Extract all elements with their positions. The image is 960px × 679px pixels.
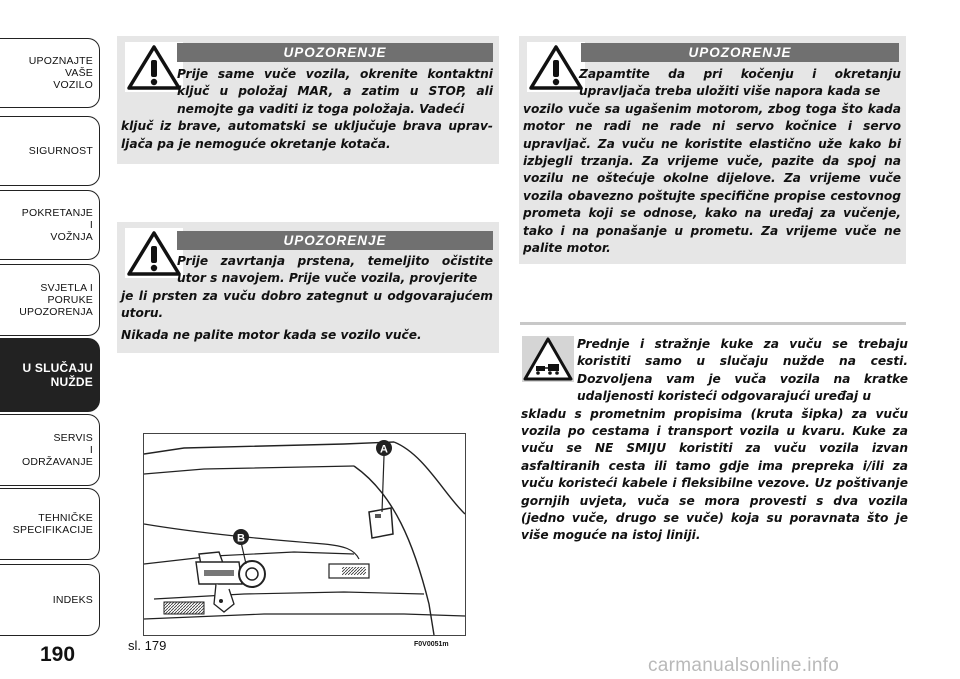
warning-text-1 [121, 66, 493, 153]
tab-upoznajte[interactable]: UPOZNAJTE VAŠE VOZILO [0, 38, 100, 108]
callout-a-label: A [380, 443, 388, 456]
warning-box-1 [117, 36, 499, 164]
tow-note-emph: NE SMIJU [594, 441, 667, 456]
warning-box-2 [117, 222, 499, 353]
tab-servis[interactable]: SERVIS I ODRŽAVANJE [0, 414, 100, 486]
tow-hook-illustration [144, 434, 465, 635]
warning-box-3 [519, 36, 906, 264]
tab-pokretanje[interactable]: POKRETANJE I VOŽNJA [0, 190, 100, 260]
tow-note-part2: koristiti za vuču vozila izvan asfaltiranih cesta ili tamo gdje ima prepreka i/ili za vuču koristeći kabele i fleksibilne vezove. Uz poštivanje gornjih uvjeta, vuča se mora provesti s dva vozila (jedno vuče, drugo se vuče) koja su poravnata što je više moguće na istoj liniji. [521, 441, 909, 543]
tab-sigurnost[interactable]: SIGURNOST [0, 116, 100, 186]
warning-text-2 [121, 253, 493, 344]
figure-tow-hook [143, 433, 466, 636]
warning-title-3: UPOZORENJE [581, 43, 899, 62]
warning-title-2: UPOZORENJE [177, 231, 493, 250]
warning-text-3-indented: Zapamtite da pri kočenju i okretanju upravljača treba uložiti više napora kada se [579, 67, 901, 99]
tab-tehnicke[interactable]: TEHNIČKE SPECIFIKACIJE [0, 488, 100, 560]
section-sidebar [0, 0, 103, 679]
warning-title-1: UPOZORENJE [177, 43, 493, 62]
callout-b-label: B [237, 532, 245, 545]
figure-caption: sl. 179 [128, 638, 167, 653]
warning-text-2-p2: Nikada ne palite motor kada se vozilo vuče. [121, 327, 422, 342]
warning-text-2-full: je li prsten za vuču dobro zategnut u odgovarajućem utoru. [121, 288, 493, 321]
warning-text-3 [523, 66, 901, 257]
section-divider [520, 322, 906, 325]
tow-note-text [521, 336, 908, 545]
tab-svjetla[interactable]: SVJETLA I PORUKE UPOZORENJA [0, 264, 100, 336]
tab-u-slucaju-nuzde[interactable]: U SLUČAJU NUŽDE [0, 338, 100, 412]
tow-note-indented: Prednje i stražnje kuke za vuču se trebaju koristiti samo u slučaju nužde na cesti. Dozvoljena vam je vuča vozila na kratke udaljenosti koristeći odgovarajući uređaj u [577, 337, 908, 404]
page-number: 190 [40, 643, 76, 666]
warning-text-1-full: ključ iz brave, automatski se uključuje brava uprav-ljača pa je nemoguće okretanje kotača. [121, 119, 493, 151]
figure-code: F0V0051m [414, 641, 449, 648]
tow-note-part1: skladu s prometnim propisima (kruta šipka) za vuču vozila po cestama i transport vozila u kvaru. Kuke za vuču se [521, 406, 908, 456]
watermark: carmanualsonline.info [648, 655, 840, 676]
warning-text-3-full: vozilo vuče sa ugašenim motorom, zbog toga što kada motor ne radi ne rade ni servo kočnice i servo upravljač. Za vuču ne koristite elastično uže kako bi izbjegli trzanja. Za vrijeme vuče, pazite da spoj na vozilu ne oštećuje okolne dijelove. Za vrijeme vuče vozila obavezno poštujte specifične propise cestovnog prometa koji se odnose, kako na uređaj za vučenje, tako i na ponašanje u prometu. Za vrijeme vuče ne palite motor. [523, 101, 901, 256]
tab-indeks[interactable]: INDEKS [0, 564, 100, 636]
warning-text-1-indented: Prije same vuče vozila, okrenite kontaktni ključ u položaj MAR, a zatim u STOP, ali nemojte ga vaditi iz toga položaja. Vadeći [177, 67, 493, 116]
warning-text-2-indented: Prije zavrtanja prstena, temeljito očistite utor s navojem. Prije vuče vozila, provjerite [177, 254, 493, 286]
